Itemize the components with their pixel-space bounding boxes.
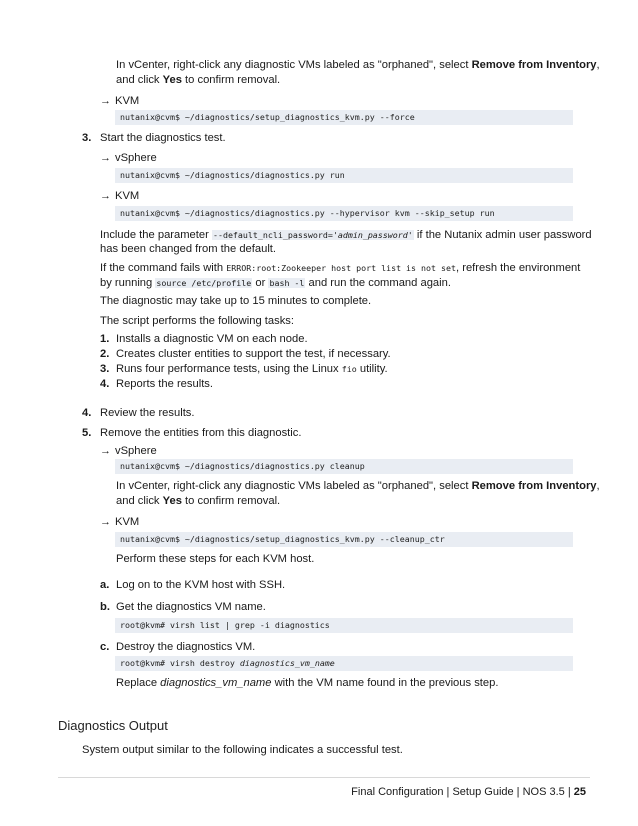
section-heading: Diagnostics Output	[58, 718, 168, 733]
substep-text: Get the diagnostics VM name.	[116, 601, 266, 613]
step-text: Remove the entities from this diagnostic.	[100, 427, 302, 439]
list-item: Reports the results.	[116, 378, 214, 390]
code-virsh-destroy: root@kvm# virsh destroy diagnostics_vm_name	[115, 656, 573, 671]
step-text: Start the diagnostics test.	[100, 132, 226, 144]
tasks-intro: The script performs the following tasks:	[100, 315, 294, 327]
replace-note: Replace diagnostics_vm_name with the VM name found in the previous step.	[116, 677, 499, 689]
code-cleanup: nutanix@cvm$ ~/diagnostics/diagnostics.py cleanup	[115, 459, 573, 474]
fail-line-2: by running source /etc/profile or bash -l and run the command again.	[100, 277, 451, 289]
output-text: System output similar to the following indicates a successful test.	[82, 744, 403, 756]
arrow-right-icon: →	[100, 445, 111, 457]
vcenter-remove-line-1: In vCenter, right-click any diagnostic VMs labeled as "orphaned", select Remove from Inventory,	[116, 480, 600, 492]
step-number: 5.	[82, 427, 92, 439]
param-line-1: Include the parameter --default_ncli_password='admin_password' if the Nutanix admin user password	[100, 229, 592, 241]
substep-letter: c.	[100, 641, 110, 653]
step-number: 3.	[82, 132, 92, 144]
arrow-right-icon: →	[100, 190, 111, 202]
vsphere-label: → vSphere	[100, 445, 157, 457]
task-number: 2.	[100, 348, 110, 360]
substep-letter: b.	[100, 601, 110, 613]
page-footer: Final Configuration | Setup Guide | NOS 3.5 | 25	[351, 786, 586, 798]
task-number: 4.	[100, 378, 110, 390]
task-number: 1.	[100, 333, 110, 345]
code-virsh-list: root@kvm# virsh list | grep -i diagnostics	[115, 618, 573, 633]
substep-letter: a.	[100, 579, 110, 591]
vcenter-remove-line-2: and click Yes to confirm removal.	[116, 495, 281, 507]
kvm-label: → KVM	[100, 95, 140, 107]
substep-text: Destroy the diagnostics VM.	[116, 641, 256, 653]
step-number: 4.	[82, 407, 92, 419]
param-line-2: has been changed from the default.	[100, 243, 277, 255]
kvm-label: → KVM	[100, 190, 140, 202]
task-number: 3.	[100, 363, 110, 375]
kvm-label: → KVM	[100, 516, 140, 528]
substep-text: Log on to the KVM host with SSH.	[116, 579, 286, 591]
arrow-right-icon: →	[100, 516, 111, 528]
code-setup-force: nutanix@cvm$ ~/diagnostics/setup_diagnostics_kvm.py --force	[115, 110, 573, 125]
arrow-right-icon: →	[100, 95, 111, 107]
arrow-right-icon: →	[100, 152, 111, 164]
step-text: Review the results.	[100, 407, 195, 419]
list-item: Runs four performance tests, using the Linux fio utility.	[116, 363, 388, 375]
code-run: nutanix@cvm$ ~/diagnostics/diagnostics.py run	[115, 168, 573, 183]
footer-divider	[58, 777, 590, 778]
code-run-kvm: nutanix@cvm$ ~/diagnostics/diagnostics.py --hypervisor kvm --skip_setup run	[115, 206, 573, 221]
list-item: Installs a diagnostic VM on each node.	[116, 333, 308, 345]
vsphere-label: → vSphere	[100, 152, 157, 164]
vcenter-remove-line-1: In vCenter, right-click any diagnostic VMs labeled as "orphaned", select Remove from Inventory,	[116, 59, 600, 71]
fail-line-1: If the command fails with ERROR:root:Zookeeper host port list is not set, refresh the environment	[100, 262, 581, 274]
list-item: Creates cluster entities to support the test, if necessary.	[116, 348, 391, 360]
vcenter-remove-line-2: and click Yes to confirm removal.	[116, 74, 281, 86]
page-number: 25	[573, 786, 586, 798]
code-cleanup-kvm: nutanix@cvm$ ~/diagnostics/setup_diagnostics_kvm.py --cleanup_ctr	[115, 532, 573, 547]
per-host-note: Perform these steps for each KVM host.	[116, 553, 315, 565]
wait-note: The diagnostic may take up to 15 minutes to complete.	[100, 295, 372, 307]
